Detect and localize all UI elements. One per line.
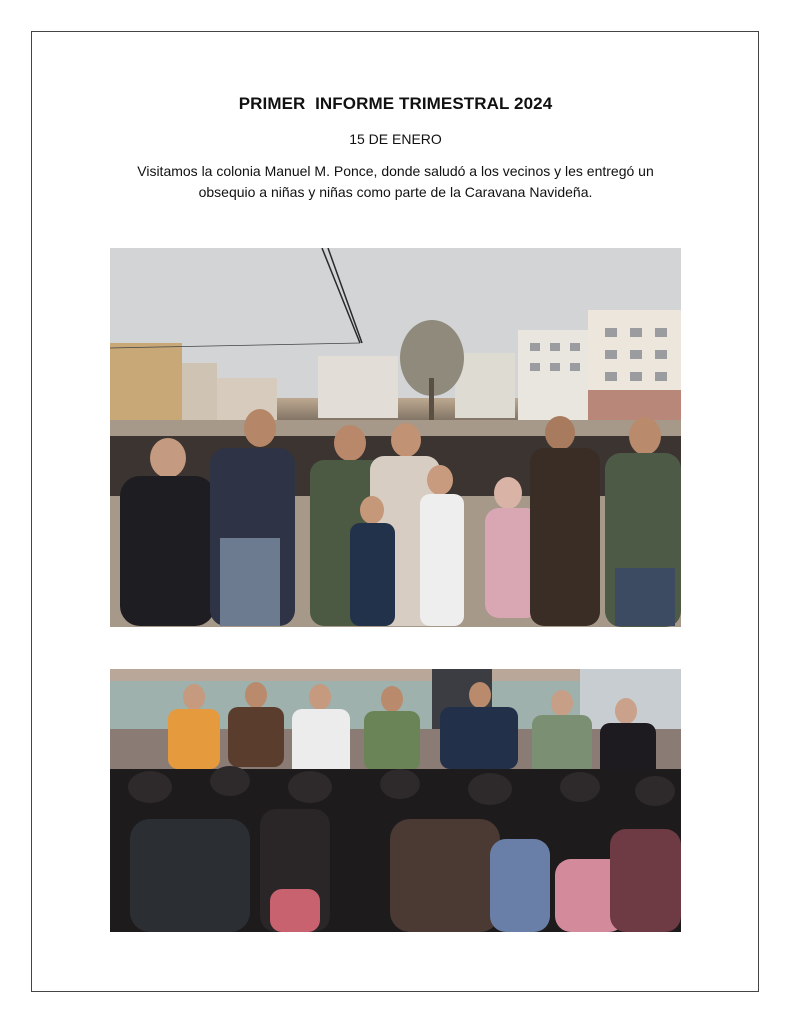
description-line-2: obsequio a niñas y niñas como parte de la Caravana Navideña. xyxy=(198,184,593,200)
street-group-photo xyxy=(110,248,681,627)
page-title: PRIMER INFORME TRIMESTRAL 2024 xyxy=(238,94,553,113)
event-description xyxy=(110,161,681,203)
description-line-1: Visitamos la colonia Manuel M. Ponce, donde saludó a los vecinos y les entregó un xyxy=(137,163,654,179)
crowd-meeting-photo-illustration xyxy=(110,669,681,932)
event-date: 15 DE ENERO xyxy=(349,131,442,147)
crowd-meeting-photo xyxy=(110,669,681,932)
street-group-photo-illustration xyxy=(110,248,681,627)
